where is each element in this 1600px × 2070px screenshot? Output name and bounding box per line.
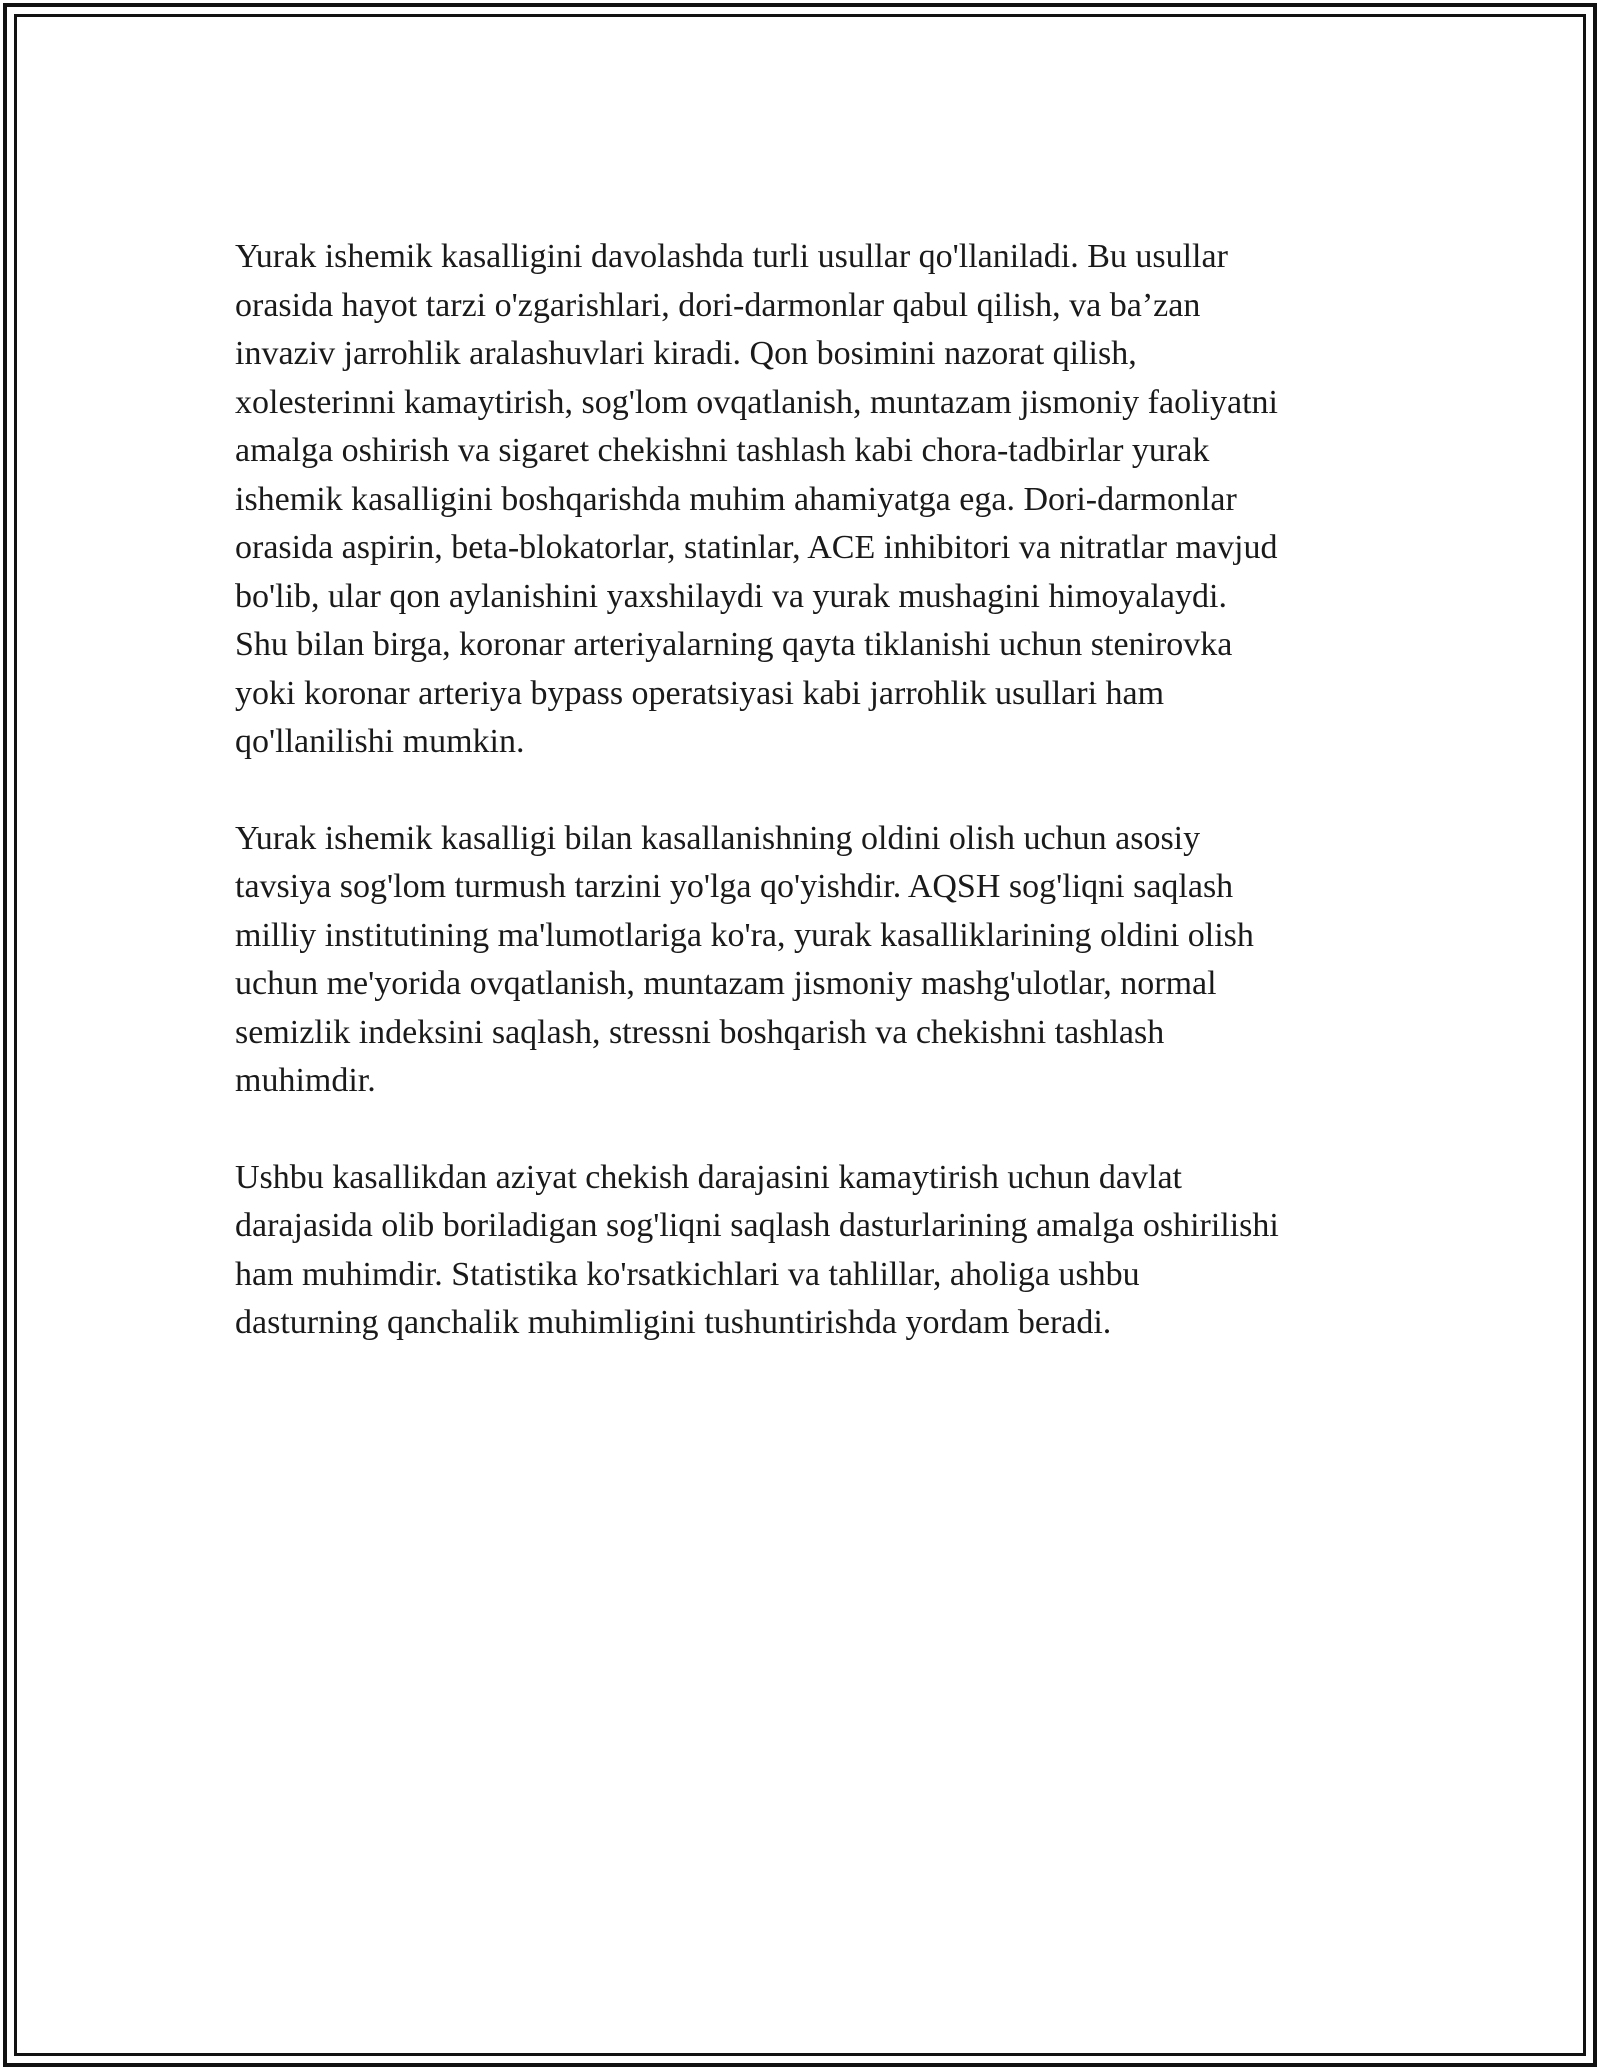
paragraph-prevention: Yurak ishemik kasalligi bilan kasallanishning oldini olish uchun asosiy tavsiya sog'lom turmush tarzini yo'lga qo'yishdir. AQSH sog'liqni saqlash milliy institutining ma'lumotlariga ko'ra, yurak kasalliklarining oldini olish uchun me'yorida ovqatlanish, muntazam jismoniy mashg'ulotlar, normal semizlik indeksini saqlash, stressni boshqarish va chekishni tashlash muhimdir.: [235, 819, 1254, 1099]
document-body: [235, 233, 1375, 1396]
paragraph-treatment: Yurak ishemik kasalligini davolashda turli usullar qo'llaniladi. Bu usullar orasida hayot tarzi o'zgarishlari, dori-darmonlar qabul qilish, va ba’zan invaziv jarrohlik aralashuvlari kiradi. Qon bosimini nazorat qilish, xolesterinni kamaytirish, sog'lom ovqatlanish, muntazam jismoniy faoliyatni amalga oshirish va sigaret chekishni tashlash kabi chora-tadbirlar yurak ishemik kasalligini boshqarishda muhim ahamiyatga ega. Dori-darmonlar orasida aspirin, beta-blokatorlar, statinlar, ACE inhibitori va nitratlar mavjud bo'lib, ular qon aylanishini yaxshilaydi va yurak mushagini himoyalaydi. Shu bilan birga, koronar arteriyalarning qayta tiklanishi uchun stenirovka yoki koronar arteriya bypass operatsiyasi kabi jarrohlik usullari ham qo'llanilishi mumkin.: [235, 238, 1278, 760]
paragraph-state-programs: Ushbu kasallikdan aziyat chekish darajasini kamaytirish uchun davlat darajasida olib boriladigan sog'liqni saqlash dasturlarining amalga oshirilishi ham muhimdir. Statistika ko'rsatkichlari va tahlillar, aholiga ushbu dasturning qanchalik muhimligini tushuntirishda yordam beradi.: [235, 1158, 1279, 1341]
